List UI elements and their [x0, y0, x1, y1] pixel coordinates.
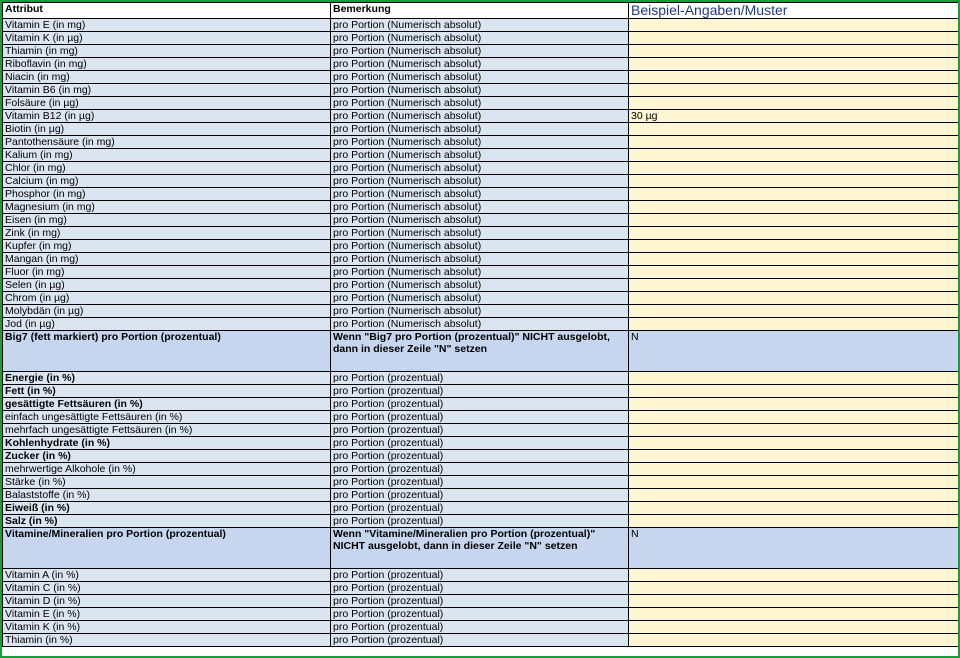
value-cell[interactable] — [629, 385, 959, 398]
note-cell[interactable]: pro Portion (Numerisch absolut) — [331, 292, 629, 305]
note-cell[interactable]: pro Portion (Numerisch absolut) — [331, 240, 629, 253]
note-cell[interactable]: pro Portion (Numerisch absolut) — [331, 279, 629, 292]
note-cell[interactable]: pro Portion (prozentual) — [331, 489, 629, 502]
attribute-cell[interactable]: Phosphor (in mg) — [3, 188, 331, 201]
note-cell[interactable]: pro Portion (Numerisch absolut) — [331, 45, 629, 58]
attribute-cell[interactable]: Kohlenhydrate (in %) — [3, 437, 331, 450]
table-row — [3, 32, 959, 45]
value-cell[interactable] — [629, 318, 959, 331]
table-row — [3, 372, 959, 385]
table-row — [3, 476, 959, 489]
attribute-cell[interactable]: Vitamin A (in %) — [3, 569, 331, 582]
header-bemerkung[interactable]: Bemerkung — [331, 3, 629, 19]
table-row — [3, 634, 959, 647]
note-cell[interactable]: pro Portion (prozentual) — [331, 476, 629, 489]
note-cell[interactable]: pro Portion (Numerisch absolut) — [331, 214, 629, 227]
note-cell[interactable]: pro Portion (Numerisch absolut) — [331, 227, 629, 240]
note-cell[interactable]: pro Portion (prozentual) — [331, 634, 629, 647]
note-cell[interactable]: pro Portion (Numerisch absolut) — [331, 266, 629, 279]
note-cell[interactable]: pro Portion (prozentual) — [331, 424, 629, 437]
note-cell[interactable]: pro Portion (prozentual) — [331, 515, 629, 528]
value-cell[interactable] — [629, 582, 959, 595]
table-row — [3, 136, 959, 149]
table-row — [3, 97, 959, 110]
note-cell[interactable]: pro Portion (Numerisch absolut) — [331, 58, 629, 71]
table-row — [3, 84, 959, 97]
attribute-cell[interactable]: Zink (in mg) — [3, 227, 331, 240]
value-cell[interactable] — [629, 214, 959, 227]
value-cell[interactable] — [629, 71, 959, 84]
table-row — [3, 595, 959, 608]
attribute-cell[interactable]: Vitamin B6 (in mg) — [3, 84, 331, 97]
attribute-cell[interactable]: Stärke (in %) — [3, 476, 331, 489]
attribute-cell[interactable]: Thiamin (in %) — [3, 634, 331, 647]
note-cell[interactable]: Wenn "Big7 pro Portion (prozentual)" NICHT ausgelobt, dann in dieser Zeile "N" setzen — [331, 331, 629, 372]
note-cell[interactable]: pro Portion (prozentual) — [331, 502, 629, 515]
table-row — [3, 582, 959, 595]
note-cell[interactable]: pro Portion (prozentual) — [331, 621, 629, 634]
table-row — [3, 19, 959, 32]
value-cell[interactable] — [629, 266, 959, 279]
table-row — [3, 214, 959, 227]
attribute-cell[interactable]: Eiweiß (in %) — [3, 502, 331, 515]
attribute-cell[interactable]: Magnesium (in mg) — [3, 201, 331, 214]
table-row — [3, 266, 959, 279]
value-cell[interactable] — [629, 240, 959, 253]
value-cell[interactable] — [629, 32, 959, 45]
attribute-cell[interactable]: Vitamin C (in %) — [3, 582, 331, 595]
attribute-cell[interactable]: Vitamin E (in mg) — [3, 19, 331, 32]
value-cell[interactable] — [629, 608, 959, 621]
table-row — [3, 123, 959, 136]
table-row — [3, 398, 959, 411]
table-row — [3, 279, 959, 292]
note-cell[interactable]: pro Portion (prozentual) — [331, 372, 629, 385]
table-row — [3, 621, 959, 634]
header-attribut[interactable]: Attribut — [3, 3, 331, 19]
table-row — [3, 411, 959, 424]
value-cell[interactable] — [629, 175, 959, 188]
spreadsheet-frame — [2, 2, 958, 656]
attribute-cell[interactable]: Vitamin B12 (in µg) — [3, 110, 331, 123]
value-cell[interactable] — [629, 515, 959, 528]
note-cell[interactable]: pro Portion (prozentual) — [331, 595, 629, 608]
note-cell[interactable]: pro Portion (Numerisch absolut) — [331, 305, 629, 318]
note-cell[interactable]: pro Portion (prozentual) — [331, 385, 629, 398]
table-row — [3, 45, 959, 58]
value-cell[interactable] — [629, 58, 959, 71]
note-cell[interactable]: pro Portion (prozentual) — [331, 582, 629, 595]
attribute-cell[interactable]: Niacin (in mg) — [3, 71, 331, 84]
value-cell[interactable] — [629, 634, 959, 647]
note-cell[interactable]: pro Portion (prozentual) — [331, 411, 629, 424]
value-cell[interactable] — [629, 227, 959, 240]
table-row — [3, 253, 959, 266]
value-cell[interactable] — [629, 437, 959, 450]
note-cell[interactable]: pro Portion (Numerisch absolut) — [331, 110, 629, 123]
note-cell[interactable]: Wenn "Vitamine/Mineralien pro Portion (prozentual)" NICHT ausgelobt, dann in dieser Zeile "N" setzen — [331, 528, 629, 569]
table-row — [3, 227, 959, 240]
table-row — [3, 424, 959, 437]
value-cell[interactable] — [629, 569, 959, 582]
note-cell[interactable]: pro Portion (Numerisch absolut) — [331, 71, 629, 84]
attribute-cell[interactable]: Kalium (in mg) — [3, 149, 331, 162]
section-row — [3, 331, 959, 372]
note-cell[interactable]: pro Portion (Numerisch absolut) — [331, 149, 629, 162]
value-cell[interactable] — [629, 292, 959, 305]
note-cell[interactable]: pro Portion (Numerisch absolut) — [331, 19, 629, 32]
value-cell[interactable] — [629, 424, 959, 437]
value-cell[interactable] — [629, 372, 959, 385]
attribute-cell[interactable]: Pantothensäure (in mg) — [3, 136, 331, 149]
note-cell[interactable]: pro Portion (Numerisch absolut) — [331, 97, 629, 110]
attribute-cell[interactable]: Kupfer (in mg) — [3, 240, 331, 253]
attribute-cell[interactable]: Jod (in µg) — [3, 318, 331, 331]
value-cell[interactable] — [629, 463, 959, 476]
value-cell[interactable] — [629, 84, 959, 97]
note-cell[interactable]: pro Portion (Numerisch absolut) — [331, 84, 629, 97]
attribute-cell[interactable]: Vitamin K (in %) — [3, 621, 331, 634]
attribute-cell[interactable]: Selen (in µg) — [3, 279, 331, 292]
attribute-cell[interactable]: Biotin (in µg) — [3, 123, 331, 136]
attribute-cell[interactable]: Energie (in %) — [3, 372, 331, 385]
note-cell[interactable]: pro Portion (Numerisch absolut) — [331, 175, 629, 188]
table-row — [3, 437, 959, 450]
table-row — [3, 175, 959, 188]
table-row — [3, 149, 959, 162]
note-cell[interactable]: pro Portion (prozentual) — [331, 450, 629, 463]
note-cell[interactable]: pro Portion (prozentual) — [331, 437, 629, 450]
attribute-cell[interactable]: Big7 (fett markiert) pro Portion (prozentual) — [3, 331, 331, 372]
table-row — [3, 188, 959, 201]
value-cell[interactable] — [629, 476, 959, 489]
attribute-cell[interactable]: mehrfach ungesättigte Fettsäuren (in %) — [3, 424, 331, 437]
value-cell[interactable] — [629, 411, 959, 424]
attribute-cell[interactable]: Calcium (in mg) — [3, 175, 331, 188]
note-cell[interactable]: pro Portion (Numerisch absolut) — [331, 136, 629, 149]
table-row — [3, 305, 959, 318]
value-cell[interactable] — [629, 123, 959, 136]
note-cell[interactable]: pro Portion (Numerisch absolut) — [331, 123, 629, 136]
attribute-cell[interactable]: Vitamine/Mineralien pro Portion (prozentual) — [3, 528, 331, 569]
attribute-cell[interactable]: Vitamin D (in %) — [3, 595, 331, 608]
table-row — [3, 569, 959, 582]
value-cell[interactable] — [629, 450, 959, 463]
table-row — [3, 463, 959, 476]
value-cell[interactable] — [629, 188, 959, 201]
attribute-cell[interactable]: Chrom (in µg) — [3, 292, 331, 305]
attribute-cell[interactable]: Eisen (in mg) — [3, 214, 331, 227]
table-row — [3, 450, 959, 463]
attribute-cell[interactable]: Thiamin (in mg) — [3, 45, 331, 58]
note-cell[interactable]: pro Portion (prozentual) — [331, 608, 629, 621]
header-beispiel[interactable]: Beispiel-Angaben/Muster — [629, 3, 959, 19]
value-cell[interactable] — [629, 279, 959, 292]
attribute-cell[interactable]: Vitamin K (in µg) — [3, 32, 331, 45]
note-cell[interactable]: pro Portion (Numerisch absolut) — [331, 188, 629, 201]
attribute-cell[interactable]: mehrwertige Alkohole (in %) — [3, 463, 331, 476]
attribute-cell[interactable]: Balaststoffe (in %) — [3, 489, 331, 502]
table-row — [3, 515, 959, 528]
value-cell[interactable] — [629, 45, 959, 58]
attribute-cell[interactable]: Chlor (in mg) — [3, 162, 331, 175]
value-cell[interactable] — [629, 253, 959, 266]
attribute-cell[interactable]: Salz (in %) — [3, 515, 331, 528]
attribute-cell[interactable]: Fluor (in mg) — [3, 266, 331, 279]
value-cell[interactable] — [629, 305, 959, 318]
value-cell[interactable] — [629, 149, 959, 162]
table-row — [3, 201, 959, 214]
attribute-cell[interactable]: Vitamin E (in %) — [3, 608, 331, 621]
table-row — [3, 318, 959, 331]
table-row — [3, 489, 959, 502]
value-cell[interactable] — [629, 97, 959, 110]
value-cell[interactable]: N — [629, 331, 959, 372]
note-cell[interactable]: pro Portion (prozentual) — [331, 569, 629, 582]
note-cell[interactable]: pro Portion (Numerisch absolut) — [331, 253, 629, 266]
note-cell[interactable]: pro Portion (Numerisch absolut) — [331, 201, 629, 214]
value-cell[interactable] — [629, 19, 959, 32]
value-cell[interactable] — [629, 162, 959, 175]
value-cell[interactable] — [629, 136, 959, 149]
value-cell[interactable] — [629, 595, 959, 608]
value-cell[interactable] — [629, 489, 959, 502]
value-cell[interactable] — [629, 502, 959, 515]
table-row — [3, 71, 959, 84]
note-cell[interactable]: pro Portion (prozentual) — [331, 398, 629, 411]
attribute-cell[interactable]: Mangan (in mg) — [3, 253, 331, 266]
table-row — [3, 608, 959, 621]
table-row — [3, 240, 959, 253]
header-row — [3, 3, 959, 19]
value-cell[interactable] — [629, 201, 959, 214]
table-row — [3, 58, 959, 71]
section-row — [3, 528, 959, 569]
attribute-cell[interactable]: Molybdän (in µg) — [3, 305, 331, 318]
table-row — [3, 162, 959, 175]
table-row — [3, 385, 959, 398]
attribute-cell[interactable]: Riboflavin (in mg) — [3, 58, 331, 71]
table-row — [3, 110, 959, 123]
note-cell[interactable]: pro Portion (prozentual) — [331, 463, 629, 476]
attribute-cell[interactable]: Zucker (in %) — [3, 450, 331, 463]
table-body — [3, 19, 959, 647]
attribute-cell[interactable]: einfach ungesättigte Fettsäuren (in %) — [3, 411, 331, 424]
note-cell[interactable]: pro Portion (Numerisch absolut) — [331, 162, 629, 175]
table-row — [3, 502, 959, 515]
attribute-cell[interactable]: Fett (in %) — [3, 385, 331, 398]
attribute-table — [2, 2, 958, 647]
attribute-cell[interactable]: Folsäure (in µg) — [3, 97, 331, 110]
attribute-cell[interactable]: gesättigte Fettsäuren (in %) — [3, 398, 331, 411]
table-row — [3, 292, 959, 305]
value-cell[interactable]: N — [629, 528, 959, 569]
value-cell[interactable] — [629, 621, 959, 634]
note-cell[interactable]: pro Portion (Numerisch absolut) — [331, 318, 629, 331]
value-cell[interactable]: 30 µg — [629, 110, 959, 123]
value-cell[interactable] — [629, 398, 959, 411]
note-cell[interactable]: pro Portion (Numerisch absolut) — [331, 32, 629, 45]
